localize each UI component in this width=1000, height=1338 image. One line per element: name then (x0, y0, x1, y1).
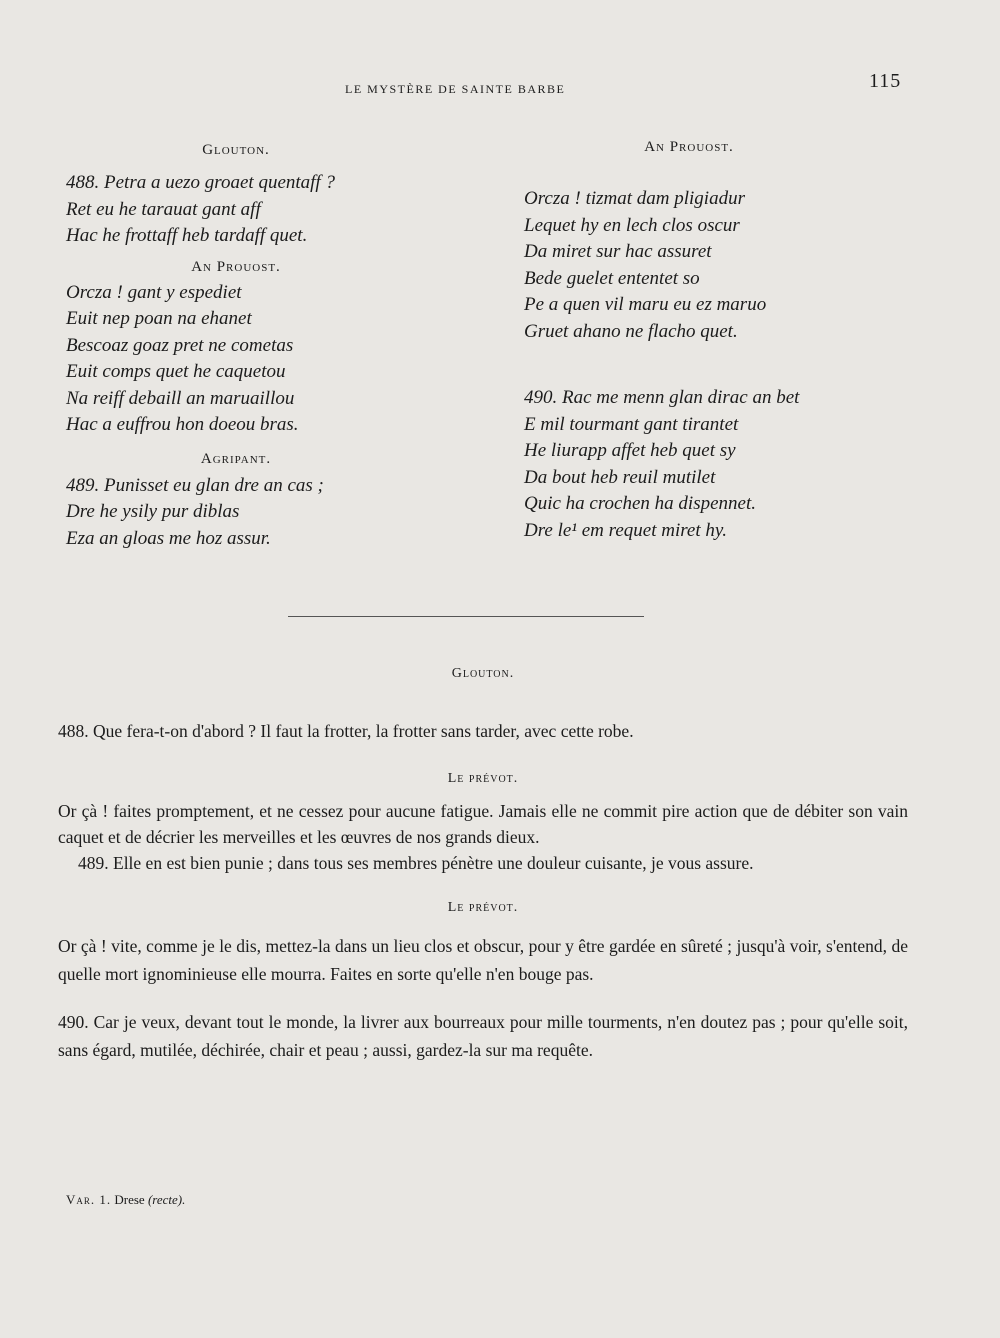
verse-line: Na reiff debaill an maruaillou (66, 387, 295, 409)
verse-line: Orcza ! gant y espediet (66, 281, 242, 303)
translation-paragraph: 488. Que fera-t-on d'abord ? Il faut la frotter, la frotter sans tarder, avec cette robe. (58, 721, 634, 741)
verse-line: Hac he frottaff heb tardaff quet. (66, 225, 308, 246)
verse-line: Da bout heb reuil mutilet (524, 466, 716, 488)
footnote-label: Var. 1. (66, 1192, 112, 1207)
breton-left-column (66, 140, 446, 552)
verse-line: Euit nep poan na ehanet (66, 308, 252, 329)
speaker-heading: Glouton. (451, 666, 515, 681)
translation-paragraph: 490. Car je veux, devant tout le monde, la livrer aux bourreaux pour mille tourments, n'en doutez pas ; pour qu'elle soit, sans égard, mutilée, déchirée, chair et peau ; aussi, gardez-la sur ma requête. (58, 1012, 908, 1060)
speaker-heading: Le prévot. (447, 900, 519, 915)
translation-block (58, 664, 908, 1064)
footnote-note: (recte). (147, 1192, 186, 1207)
verse-line: Bede guelet ententet so (524, 267, 700, 289)
verse-block (66, 473, 446, 553)
verse-block (524, 186, 904, 345)
verse-line: Dre he ysily pur diblas (66, 501, 240, 522)
translation-paragraph: Or çà ! faites promptement, et ne cessez pour aucune fatigue. Jamais elle ne commit pire action que de débiter son vain caquet et de décrier les merveilles et les œuvres de nos grands dieux. (58, 801, 908, 847)
translation-paragraph: 489. Elle en est bien punie ; dans tous ses membres pénètre une douleur cuisante, je vous assure. (78, 853, 754, 873)
page-number: 115 (869, 70, 902, 92)
verse-line: Orcza ! tizmat dam pligiadur (524, 188, 745, 209)
verse-block (66, 170, 446, 250)
footnote-text: Drese (114, 1192, 145, 1207)
verse-line: Lequet hy en lech clos oscur (524, 214, 740, 236)
verse-line: He liurapp affet heb quet sy (524, 440, 736, 461)
stanza-gap (524, 345, 904, 385)
verse-line: Bescoaz goaz pret ne cometas (66, 334, 294, 356)
speaker-heading: Glouton. (202, 142, 270, 158)
section-divider (288, 616, 644, 617)
verse-line: E mil tourmant gant tirantet (524, 413, 739, 435)
verse-line: 489. Punisset eu glan dre an cas ; (66, 474, 324, 496)
verse-line: 488. Petra a uezo groaet quentaff ? (66, 172, 335, 193)
verse-line: Euit comps quet he caquetou (66, 361, 286, 382)
speaker-heading: An Prouost. (191, 258, 281, 275)
verse-line: Da miret sur hac assuret (524, 241, 712, 262)
verse-line: Dre le¹ em requet miret hy. (524, 519, 728, 541)
running-head: LE MYSTÈRE DE SAINTE BARBE (345, 82, 566, 96)
verse-line: Quic ha crochen ha dispennet. (524, 493, 756, 514)
verse-line: Ret eu he tarauat gant aff (66, 198, 261, 220)
footnote-variant (66, 1192, 185, 1208)
verse-line: Pe a quen vil maru eu ez maruo (524, 294, 767, 315)
verse-block (524, 385, 904, 544)
verse-line: Gruet ahano ne flacho quet. (524, 320, 738, 342)
verse-line: Eza an gloas me hoz assur. (66, 527, 271, 549)
speaker-heading: Agripant. (200, 450, 272, 467)
breton-right-column (524, 140, 904, 544)
verse-line: Hac a euffrou hon doeou bras. (66, 414, 299, 435)
verse-block (66, 280, 446, 439)
verse-line: 490. Rac me menn glan dirac an bet (524, 387, 800, 408)
translation-paragraph: Or çà ! vite, comme je le dis, mettez-la dans un lieu clos et obscur, pour y être gardée en sûreté ; jusqu'à voir, s'entend, de quelle mort ignominieuse elle mourra. Faites en sorte qu'elle n'en bouge pas. (58, 936, 908, 984)
paragraph-gap (58, 988, 908, 1008)
speaker-heading: An Prouost. (644, 139, 734, 155)
speaker-heading: Le prévot. (447, 771, 519, 786)
